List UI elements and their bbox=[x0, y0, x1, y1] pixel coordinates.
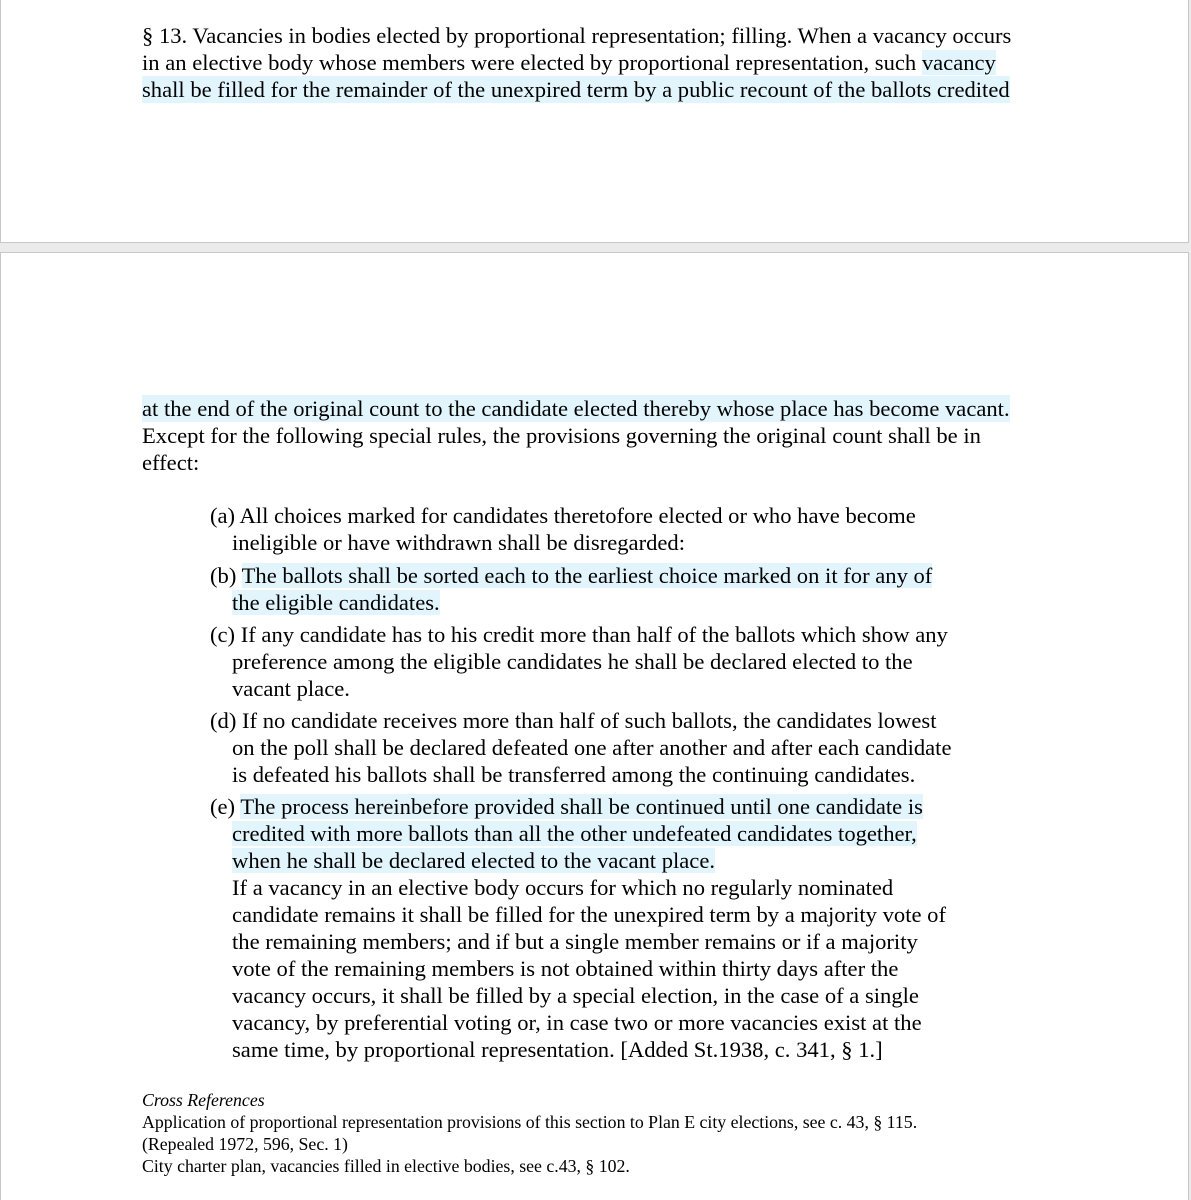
rule-e-line-1 bbox=[210, 793, 923, 820]
closing-paragraph-line-2: candidate remains it shall be filled for the unexpired term by a majority vote of bbox=[232, 902, 946, 927]
closing-paragraph-line-5: vacancy occurs, it shall be filled by a special election, in the case of a single bbox=[232, 983, 919, 1008]
continuation-line-2: Except for the following special rules, the provisions governing the original count shall be in bbox=[142, 423, 981, 448]
rule-c-line-3: vacant place. bbox=[232, 676, 350, 701]
rule-e-line-3 bbox=[232, 847, 715, 874]
rule-b-text-2: the eligible candidates. bbox=[232, 590, 440, 615]
rule-d-line-2: on the poll shall be declared defeated one after another and after each candidate bbox=[232, 735, 952, 760]
rule-c-line-2: preference among the eligible candidates he shall be declared elected to the bbox=[232, 649, 913, 674]
closing-paragraph-line-3: the remaining members; and if but a single member remains or if a majority bbox=[232, 929, 918, 954]
rule-a-line-1: (a) All choices marked for candidates theretofore elected or who have become bbox=[210, 503, 916, 528]
cross-reference-line-2: (Repealed 1972, 596, Sec. 1) bbox=[142, 1134, 348, 1154]
section-heading-line-2-text: in an elective body whose members were elected by proportional representation, such bbox=[142, 50, 922, 75]
continuation-line-1: at the end of the original count to the candidate elected thereby whose place has become vacant. bbox=[142, 396, 1010, 421]
rule-e-line-2 bbox=[232, 820, 917, 847]
closing-paragraph-line-4: vote of the remaining members is not obtained within thirty days after the bbox=[232, 956, 899, 981]
cross-reference-line-1: Application of proportional representation provisions of this section to Plan E city elections, see c. 43, § 115. bbox=[142, 1112, 918, 1132]
rule-b-line-2 bbox=[232, 589, 440, 616]
document-page-2 bbox=[0, 252, 1189, 1200]
rule-e-text: The process hereinbefore provided shall be continued until one candidate is bbox=[240, 794, 923, 819]
section-heading-line-1: § 13. Vacancies in bodies elected by proportional representation; filling. When a vacancy occurs bbox=[142, 23, 1012, 48]
rule-d-line-1: (d) If no candidate receives more than half of such ballots, the candidates lowest bbox=[210, 708, 937, 733]
continuation-line-3: effect: bbox=[142, 450, 200, 475]
document-page-1 bbox=[0, 0, 1189, 243]
rule-b-label: (b) bbox=[210, 563, 242, 588]
rule-d-line-3: is defeated his ballots shall be transferred among the continuing candidates. bbox=[232, 762, 916, 787]
closing-paragraph-line-7: same time, by proportional representation. [Added St.1938, c. 341, § 1.] bbox=[232, 1037, 883, 1062]
rule-c-line-1: (c) If any candidate has to his credit more than half of the ballots which show any bbox=[210, 622, 948, 647]
section-heading-line-3: shall be filled for the remainder of the unexpired term by a public recount of the ballots credited bbox=[142, 77, 1010, 102]
cross-reference-line-3: City charter plan, vacancies filled in elective bodies, see c.43, § 102. bbox=[142, 1156, 630, 1176]
closing-paragraph-line-1: If a vacancy in an elective body occurs for which no regularly nominated bbox=[232, 875, 894, 900]
rule-a-line-2: ineligible or have withdrawn shall be disregarded: bbox=[232, 530, 685, 555]
rule-e-label: (e) bbox=[210, 794, 241, 819]
rule-e-text-3: when he shall be declared elected to the vacant place. bbox=[232, 848, 716, 873]
rule-e-text-2: credited with more ballots than all the other undefeated candidates together, bbox=[232, 821, 917, 846]
rule-b-line-1 bbox=[210, 562, 932, 589]
closing-paragraph-line-6: vacancy, by preferential voting or, in case two or more vacancies exist at the bbox=[232, 1010, 922, 1035]
highlighted-phrase: vacancy bbox=[921, 50, 996, 75]
rule-b-text: The ballots shall be sorted each to the earliest choice marked on it for any of bbox=[241, 563, 933, 588]
cross-references-title: Cross References bbox=[142, 1090, 265, 1110]
section-heading-line-2 bbox=[142, 49, 996, 76]
